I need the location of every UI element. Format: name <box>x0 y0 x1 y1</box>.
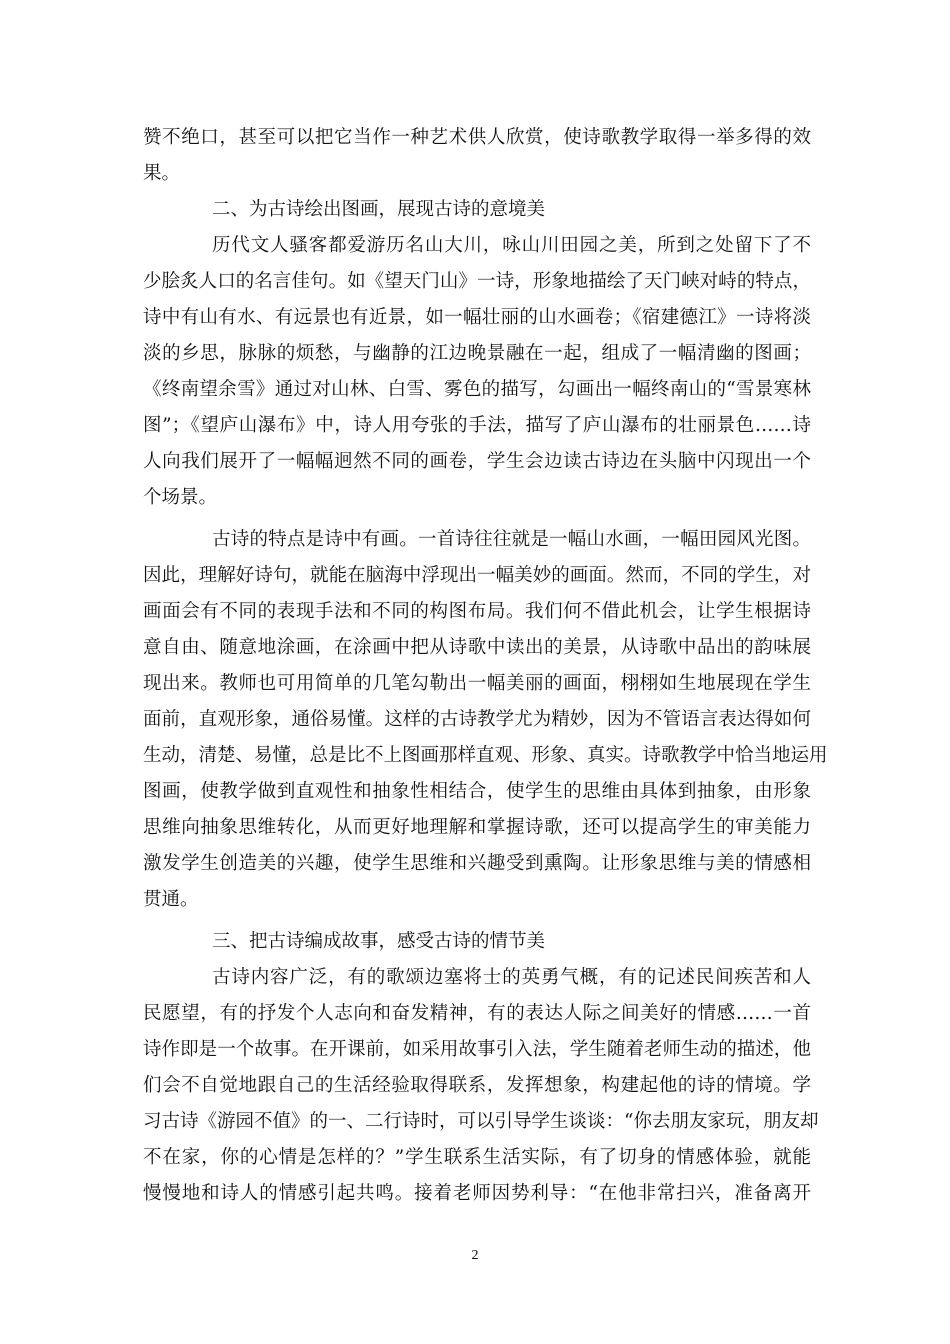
body-text-line: 生动，清楚、易懂，总是比不上图画那样直观、形象、真实。诗歌教学中恰当地运用 <box>143 745 828 766</box>
body-text-line: 因此，理解好诗句，就能在脑海中浮现出一幅美妙的画面。然而，不同的学生，对 <box>143 565 811 586</box>
body-text-line: 诗作即是一个故事。在开课前，如采用故事引入法，学生随着老师生动的描述，他 <box>143 1039 811 1060</box>
body-text-line: 《终南望余雪》通过对山林、白雪、雾色的描写，勾画出一幅终南山的“雪景寒林 <box>143 379 811 400</box>
body-text-line: 图画，使教学做到直观性和抽象性相结合，使学生的思维由具体到抽象，由形象 <box>143 781 811 802</box>
body-text-line: 慢慢地和诗人的情感引起共鸣。接着老师因势利导：“在他非常扫兴，准备离开 <box>143 1183 811 1204</box>
body-text-line: 历代文人骚客都爱游历名山大川，咏山川田园之美，所到之处留下了不 <box>212 235 811 256</box>
body-text-line: 意自由、随意地涂画，在涂画中把从诗歌中读出的美景，从诗歌中品出的韵味展 <box>143 637 811 658</box>
body-text-line: 思维向抽象思维转化，从而更好地理解和掌握诗歌，还可以提高学生的审美能力 <box>143 817 811 838</box>
body-text-line: 果。 <box>143 163 181 184</box>
body-text-line: 人向我们展开了一幅幅迥然不同的画卷，学生会边读古诗边在头脑中闪现出一个 <box>143 451 811 472</box>
body-text-line: 激发学生创造美的兴趣，使学生思维和兴趣受到熏陶。让形象思维与美的情感相 <box>143 853 811 874</box>
body-text-line: 诗中有山有水、有远景也有近景，如一幅壮丽的山水画卷；《宿建德江》一诗将淡 <box>143 307 811 328</box>
body-text-line: 习古诗《游园不值》的一、二行诗时，可以引导学生谈谈：“你去朋友家玩，朋友却 <box>143 1111 819 1132</box>
body-text-line: 图”；《望庐山瀑布》中，诗人用夸张的手法，描写了庐山瀑布的壮丽景色……诗 <box>143 415 811 436</box>
body-text-line: 们会不自觉地跟自己的生活经验取得联系，发挥想象，构建起他的诗的情境。学 <box>143 1075 811 1096</box>
body-text-line: 淡的乡思，脉脉的烦愁，与幽静的江边晚景融在一起，组成了一幅清幽的图画； <box>143 343 811 364</box>
body-text-line: 古诗的特点是诗中有画。一首诗往往就是一幅山水画，一幅田园风光图。 <box>212 529 811 550</box>
section-heading: 二、为古诗绘出图画，展现古诗的意境美 <box>212 199 546 220</box>
body-text-line: 古诗内容广泛，有的歌颂边塞将士的英勇气概，有的记述民间疾苦和人 <box>212 967 811 988</box>
body-text-line: 不在家，你的心情是怎样的？”学生联系生活实际，有了切身的情感体验，就能 <box>143 1147 811 1168</box>
body-text-line: 个场景。 <box>143 487 218 508</box>
body-text-line: 画面会有不同的表现手法和不同的构图布局。我们何不借此机会，让学生根据诗 <box>143 601 811 622</box>
body-text-line: 贯通。 <box>143 889 199 910</box>
body-text-line: 民愿望，有的抒发个人志向和奋发精神，有的表达人际之间美好的情感……一首 <box>143 1003 811 1024</box>
body-text-line: 少脍炙人口的名言佳句。如《望天门山》一诗，形象地描绘了天门峡对峙的特点， <box>143 271 811 292</box>
body-text-line: 赞不绝口，甚至可以把它当作一种艺术供人欣赏，使诗歌教学取得一举多得的效 <box>143 127 811 148</box>
body-text-line: 面前，直观形象，通俗易懂。这样的古诗教学尤为精妙，因为不管语言表达得如何 <box>143 709 811 730</box>
section-heading: 三、把古诗编成故事，感受古诗的情节美 <box>212 931 546 952</box>
body-text-line: 现出来。教师也可用简单的几笔勾勒出一幅美丽的画面，栩栩如生地展现在学生 <box>143 673 811 694</box>
page-number: 2 <box>471 1248 479 1263</box>
